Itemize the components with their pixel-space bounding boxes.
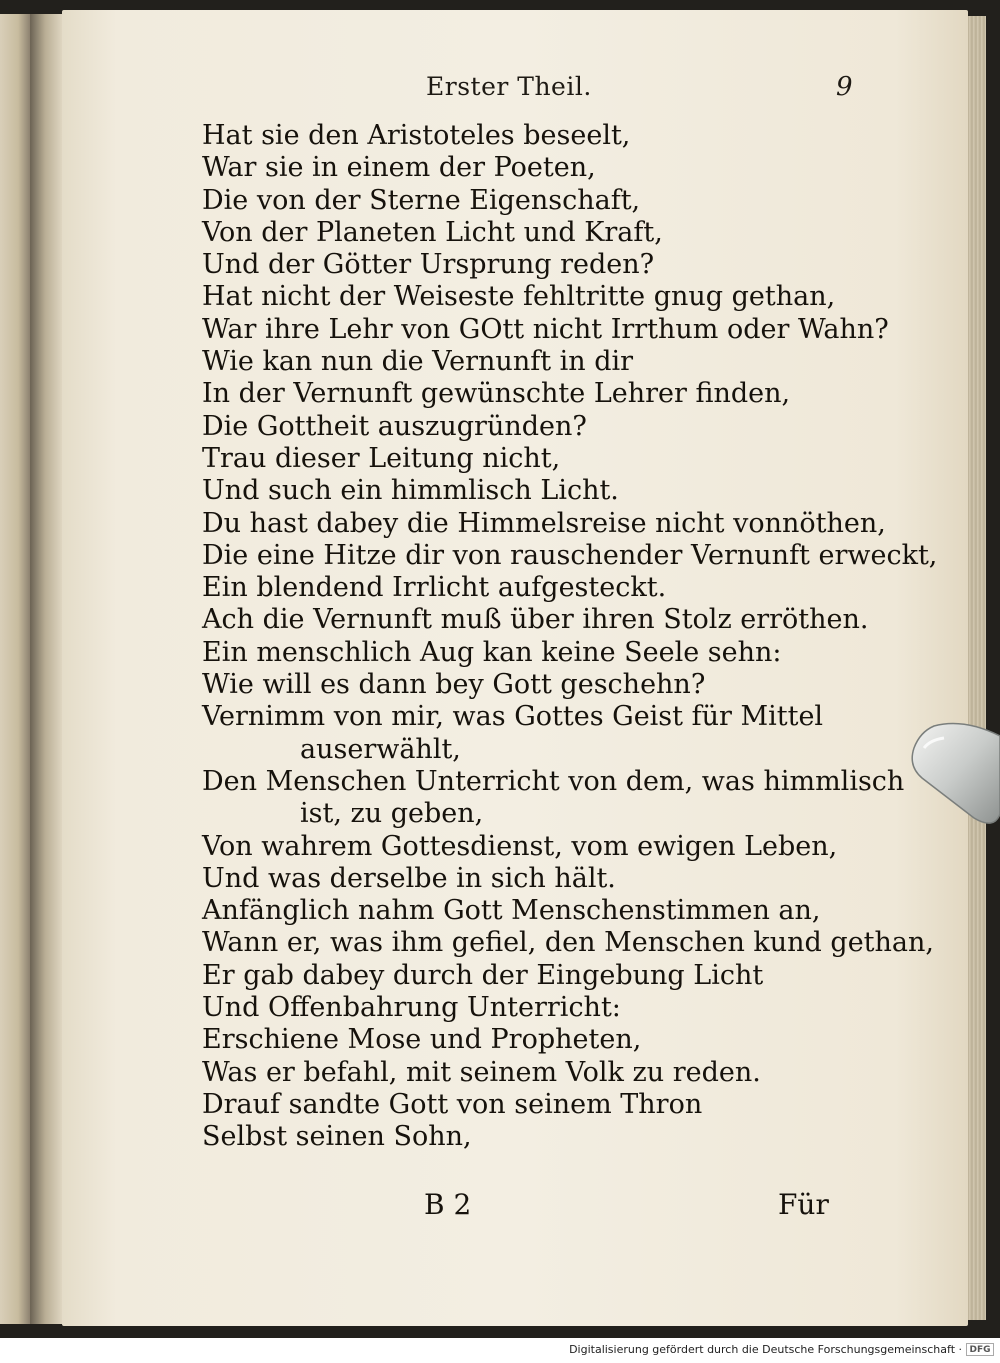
text-line: Und was derselbe in sich hält.: [202, 862, 616, 894]
text-line: Drauf sandte Gott von seinem Thron: [202, 1088, 703, 1120]
text-line: Ach die Vernunft muß über ihren Stolz erröthen.: [202, 604, 869, 636]
text-line-continuation: auserwählt,: [300, 733, 461, 765]
text-line: War ihre Lehr von GOtt nicht Irrthum oder Wahn?: [202, 313, 889, 345]
text-line: Selbst seinen Sohn,: [202, 1121, 472, 1153]
text-line: Den Menschen Unterricht von dem, was himmlisch: [202, 765, 905, 797]
funding-caption: Digitalisierung gefördert durch die Deutsche Forschungsgemeinschaft ·: [569, 1343, 962, 1356]
text-line: Wann er, was ihm gefiel, den Menschen kund gethan,: [202, 927, 934, 959]
page-weight-icon: [904, 718, 1000, 826]
page-number: 9: [836, 72, 853, 102]
catchword: Für: [778, 1188, 829, 1221]
text-line: Hat sie den Aristoteles beseelt,: [202, 120, 631, 151]
text-line: Er gab dabey durch der Eingebung Licht: [202, 959, 764, 991]
text-line: Ein menschlich Aug kan keine Seele sehn:: [202, 636, 782, 668]
text-line: Die von der Sterne Eigenschaft,: [202, 184, 641, 216]
text-line: War sie in einem der Poeten,: [202, 152, 596, 184]
text-line: Und Offenbahrung Unterricht:: [202, 992, 621, 1024]
text-line: Von wahrem Gottesdienst, vom ewigen Leben,: [202, 830, 838, 862]
book-gutter: [30, 14, 64, 1324]
text-line: Wie kan nun die Vernunft in dir: [202, 346, 634, 378]
facing-page-edge: [0, 14, 30, 1324]
text-line: Wie will es dann bey Gott geschehn?: [202, 669, 706, 701]
page-header: [62, 72, 968, 112]
signature-mark: B 2: [424, 1188, 472, 1221]
page-footer: [62, 1188, 968, 1228]
text-line: Und such ein himmlisch Licht.: [202, 475, 619, 507]
text-line: Was er befahl, mit seinem Volk zu reden.: [202, 1056, 761, 1088]
text-line: Hat nicht der Weiseste fehltritte gnug gethan,: [202, 281, 836, 313]
text-line: Die Gottheit auszugründen?: [202, 410, 587, 442]
text-line: Trau dieser Leitung nicht,: [202, 442, 561, 474]
text-line: Anfänglich nahm Gott Menschenstimmen an,: [202, 895, 821, 927]
text-line: Die eine Hitze dir von rauschender Vernunft erweckt,: [202, 539, 938, 571]
running-head: Erster Theil.: [426, 72, 592, 101]
text-line: Erschiene Mose und Propheten,: [202, 1024, 642, 1056]
footer-caption-bar: [0, 1338, 1000, 1363]
page-weight: [904, 718, 1000, 826]
text-line: Du hast dabey die Himmelsreise nicht vonnöthen,: [202, 507, 886, 539]
text-line: Und der Götter Ursprung reden?: [202, 249, 655, 281]
text-line-continuation: ist, zu geben,: [300, 798, 484, 830]
poem-text: [202, 120, 938, 1154]
text-line: Von der Planeten Licht und Kraft,: [202, 216, 663, 248]
text-line: Ein blendend Irrlicht aufgesteckt.: [202, 572, 667, 604]
text-line: In der Vernunft gewünschte Lehrer finden,: [202, 378, 791, 410]
dfg-logo: DFG: [966, 1343, 994, 1356]
page-stack-edges: [966, 16, 986, 1320]
text-line: Vernimm von mir, was Gottes Geist für Mittel: [202, 701, 824, 733]
book-page: [62, 10, 968, 1326]
